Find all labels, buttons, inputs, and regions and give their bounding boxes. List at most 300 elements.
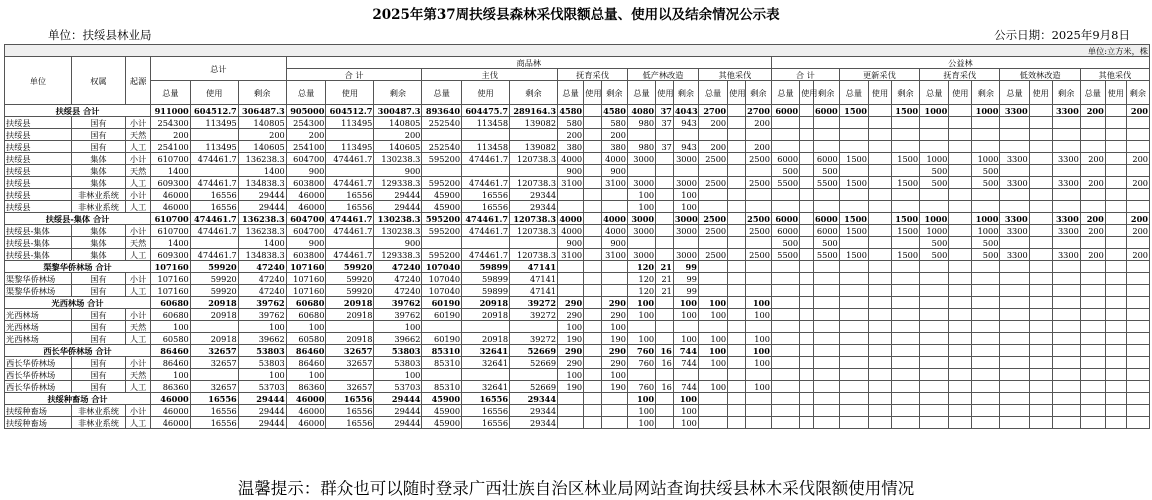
table-cell: 136238.3	[238, 153, 286, 165]
table-cell	[891, 165, 919, 177]
table-cell: 2700	[698, 105, 727, 117]
table-cell: 474461.7	[326, 213, 374, 225]
table-cell: 60680	[151, 297, 191, 309]
row-origin: 小计	[126, 357, 151, 369]
table-cell: 5500	[771, 249, 799, 261]
table-cell: 1400	[151, 165, 191, 177]
table-cell	[813, 141, 839, 153]
table-cell	[1052, 345, 1080, 357]
table-cell	[771, 201, 799, 213]
table-cell: 2500	[745, 177, 771, 189]
table-cell	[627, 237, 655, 249]
table-cell	[813, 405, 839, 417]
table-cell	[1029, 105, 1052, 117]
table-cell	[1126, 285, 1149, 297]
subheader-remain: 剩余	[1052, 81, 1080, 105]
table-cell: 3100	[558, 177, 584, 189]
table-cell: 39762	[374, 297, 422, 309]
table-cell: 130238.3	[374, 225, 422, 237]
table-cell	[771, 405, 799, 417]
table-cell: 200	[1080, 153, 1105, 165]
table-cell	[584, 285, 602, 297]
table-cell: 580	[558, 117, 584, 129]
table-cell: 3300	[1000, 105, 1029, 117]
table-cell: 86460	[151, 345, 191, 357]
row-origin: 人工	[126, 285, 151, 297]
table-cell	[1126, 141, 1149, 153]
table-cell: 100	[698, 345, 727, 357]
table-cell	[839, 297, 868, 309]
table-cell	[891, 285, 919, 297]
table-cell: 45900	[422, 417, 462, 429]
row-origin: 小计	[126, 309, 151, 321]
table-cell: 3300	[1052, 177, 1080, 189]
table-cell: 20918	[190, 309, 238, 321]
row-unit: 扶绥县-集体	[5, 225, 72, 237]
table-cell	[584, 369, 602, 381]
table-cell: 85310	[422, 357, 462, 369]
table-cell	[868, 201, 891, 213]
table-cell	[745, 321, 771, 333]
table-cell	[891, 345, 919, 357]
row-unit: 光西林场	[5, 321, 72, 333]
table-cell: 200	[1080, 213, 1105, 225]
table-cell: 254300	[286, 117, 326, 129]
table-cell	[949, 129, 972, 141]
table-cell	[949, 153, 972, 165]
table-cell	[800, 369, 814, 381]
table-cell	[728, 129, 746, 141]
table-cell	[1052, 273, 1080, 285]
table-cell	[745, 405, 771, 417]
table-cell: 107160	[151, 285, 191, 297]
table-cell: 59920	[326, 273, 374, 285]
table-cell	[920, 369, 949, 381]
table-cell	[1126, 393, 1149, 405]
table-cell	[584, 189, 602, 201]
table-cell	[972, 417, 1000, 429]
table-cell	[972, 201, 1000, 213]
table-cell	[920, 393, 949, 405]
table-cell: 4000	[558, 153, 584, 165]
table-cell: 1500	[839, 249, 868, 261]
table-cell: 113495	[190, 141, 238, 153]
table-cell	[728, 309, 746, 321]
table-cell	[1080, 369, 1105, 381]
table-cell	[1126, 369, 1149, 381]
table-cell	[1029, 309, 1052, 321]
header-tending: 抚育采伐	[558, 69, 628, 81]
row-unit: 扶绥县	[5, 129, 72, 141]
table-cell	[800, 117, 814, 129]
table-cell	[813, 321, 839, 333]
table-cell	[1000, 297, 1029, 309]
unit-label: 单位：扶绥县林业局	[48, 28, 152, 42]
table-cell: 16556	[462, 201, 510, 213]
table-cell: 29444	[374, 405, 422, 417]
table-cell	[1000, 393, 1029, 405]
table-row	[5, 285, 1150, 297]
table-cell	[601, 261, 627, 273]
table-cell	[972, 357, 1000, 369]
subheader-amount: 总量	[920, 81, 949, 105]
row-ownership: 国有	[71, 369, 125, 381]
table-cell: 47240	[238, 261, 286, 273]
table-cell	[891, 333, 919, 345]
row-unit: 扶绥县-集体	[5, 237, 72, 249]
table-cell: 52669	[510, 345, 558, 357]
table-cell	[728, 141, 746, 153]
subheader-used: 使用	[326, 81, 374, 105]
table-cell: 37	[656, 117, 674, 129]
header-public-subtotal: 合 计	[771, 69, 839, 81]
table-cell	[698, 321, 727, 333]
table-cell	[1105, 273, 1126, 285]
table-cell	[656, 393, 674, 405]
table-cell: 139082	[510, 141, 558, 153]
row-ownership: 集体	[71, 165, 125, 177]
table-cell	[800, 417, 814, 429]
header-commercial-subtotal: 合 计	[286, 69, 422, 81]
table-cell: 39762	[374, 309, 422, 321]
table-summary-row	[5, 261, 1150, 273]
table-cell	[745, 273, 771, 285]
table-cell	[813, 201, 839, 213]
row-origin: 人工	[126, 177, 151, 189]
table-cell	[868, 285, 891, 297]
table-cell: 5500	[813, 177, 839, 189]
table-cell	[1080, 201, 1105, 213]
table-cell: 120738.3	[510, 213, 558, 225]
table-cell: 1400	[238, 165, 286, 177]
table-cell	[656, 129, 674, 141]
table-cell: 760	[627, 345, 655, 357]
table-cell: 100	[601, 321, 627, 333]
table-cell	[698, 201, 727, 213]
row-origin: 天然	[126, 129, 151, 141]
row-origin: 人工	[126, 141, 151, 153]
table-cell	[1029, 321, 1052, 333]
table-cell	[1105, 381, 1126, 393]
table-cell: 3100	[558, 249, 584, 261]
table-cell	[1029, 261, 1052, 273]
table-cell	[813, 381, 839, 393]
table-cell: 46000	[151, 405, 191, 417]
table-cell	[745, 417, 771, 429]
table-cell	[800, 225, 814, 237]
table-cell	[728, 189, 746, 201]
row-unit: 扶绥种畜场	[5, 417, 72, 429]
table-cell	[800, 393, 814, 405]
header-main-cut: 主伐	[422, 69, 558, 81]
table-cell: 1000	[920, 225, 949, 237]
table-cell	[422, 369, 462, 381]
table-cell: 100	[745, 333, 771, 345]
table-cell	[698, 417, 727, 429]
table-cell: 100	[673, 333, 698, 345]
table-cell	[949, 117, 972, 129]
table-cell: 100	[627, 201, 655, 213]
table-cell: 6000	[814, 105, 838, 116]
table-cell	[868, 417, 891, 429]
table-cell	[462, 321, 510, 333]
table-cell: 100	[698, 309, 727, 321]
table-cell	[1126, 381, 1149, 393]
table-cell: 200	[1080, 177, 1105, 189]
row-origin: 小计	[126, 153, 151, 165]
table-cell	[949, 189, 972, 201]
table-cell: 290	[558, 345, 584, 357]
table-cell: 86460	[286, 357, 326, 369]
table-cell	[813, 285, 839, 297]
table-cell: 100	[558, 321, 584, 333]
table-cell	[891, 117, 919, 129]
table-cell: 1500	[891, 177, 919, 189]
row-ownership: 国有	[71, 273, 125, 285]
table-cell	[1029, 381, 1052, 393]
table-cell	[800, 285, 814, 297]
table-cell	[656, 369, 674, 381]
table-cell	[656, 201, 674, 213]
table-cell: 107160	[151, 261, 191, 273]
table-cell: 20918	[462, 309, 510, 321]
table-cell: 900	[558, 165, 584, 177]
table-cell	[771, 297, 799, 309]
table-cell	[584, 153, 602, 165]
table-cell: 100	[673, 309, 698, 321]
table-cell: 290	[601, 345, 627, 357]
table-cell	[868, 105, 891, 117]
table-cell: 60680	[286, 309, 326, 321]
table-cell	[920, 297, 949, 309]
table-cell	[1029, 285, 1052, 297]
row-ownership: 国有	[71, 357, 125, 369]
page-title: 2025年第37周扶绥县森林采伐限额总量、使用以及结余情况公示表	[372, 7, 780, 23]
table-cell	[949, 393, 972, 405]
table-cell	[920, 201, 949, 213]
table-cell	[656, 417, 674, 429]
table-cell	[771, 333, 799, 345]
table-cell: 107040	[422, 285, 462, 297]
table-row	[5, 153, 1150, 165]
table-cell	[972, 381, 1000, 393]
table-cell: 1500	[891, 105, 919, 117]
table-cell: 4000	[601, 225, 627, 237]
table-cell	[698, 237, 727, 249]
row-ownership: 集体	[71, 249, 125, 261]
table-cell: 1000	[920, 105, 949, 117]
table-cell	[656, 249, 674, 261]
table-cell: 100	[374, 321, 422, 333]
table-cell: 474461.7	[190, 213, 238, 225]
table-cell: 32657	[326, 345, 374, 357]
table-cell: 113495	[190, 117, 238, 129]
table-cell: 100	[627, 417, 655, 429]
table-cell	[1000, 189, 1029, 201]
table-cell: 3300	[1000, 213, 1029, 225]
table-cell: 29344	[510, 393, 558, 405]
table-cell	[462, 369, 510, 381]
table-cell	[1029, 249, 1052, 261]
table-cell: 107040	[422, 261, 462, 273]
table-cell	[868, 345, 891, 357]
table-cell: 900	[601, 237, 627, 249]
table-cell: 1500	[891, 249, 919, 261]
table-cell	[1080, 309, 1105, 321]
table-cell: 900	[286, 237, 326, 249]
table-cell: 474461.7	[190, 177, 238, 189]
table-cell	[868, 309, 891, 321]
table-cell	[1080, 405, 1105, 417]
table-cell	[627, 165, 655, 177]
table-cell: 60580	[151, 333, 191, 345]
table-cell: 760	[627, 381, 655, 393]
table-cell	[656, 213, 674, 225]
table-cell	[1052, 333, 1080, 345]
table-cell: 1500	[839, 177, 868, 189]
table-cell	[949, 237, 972, 249]
table-cell: 5500	[813, 249, 839, 261]
table-cell: 474461.7	[326, 225, 374, 237]
table-cell	[1080, 381, 1105, 393]
table-cell: 500	[813, 165, 839, 177]
table-cell: 474461.7	[190, 225, 238, 237]
table-cell	[728, 345, 746, 357]
table-cell	[422, 165, 462, 177]
row-origin: 人工	[126, 201, 151, 213]
table-cell	[1126, 261, 1149, 273]
table-cell	[1126, 333, 1149, 345]
table-cell: 290	[601, 297, 627, 309]
table-cell	[771, 285, 799, 297]
table-cell	[584, 129, 602, 141]
table-cell: 99	[673, 285, 698, 297]
table-cell: 32657	[190, 381, 238, 393]
table-row	[5, 201, 1150, 213]
table-cell	[601, 273, 627, 285]
table-cell	[728, 165, 746, 177]
table-cell: 500	[972, 237, 1000, 249]
table-cell: 3300	[1000, 249, 1029, 261]
table-cell	[1080, 333, 1105, 345]
table-cell	[1080, 297, 1105, 309]
table-cell: 3300	[1000, 177, 1029, 189]
table-cell	[839, 165, 868, 177]
table-cell	[422, 237, 462, 249]
table-cell: 252540	[422, 141, 462, 153]
table-cell: 39272	[510, 297, 558, 309]
table-cell	[656, 297, 674, 309]
table-cell	[800, 141, 814, 153]
row-ownership: 非林业系统	[71, 201, 125, 213]
table-cell	[771, 393, 799, 405]
table-cell: 100	[627, 297, 655, 309]
table-cell	[813, 261, 839, 273]
table-cell: 474461.7	[462, 225, 510, 237]
table-cell	[972, 117, 1000, 129]
table-cell	[949, 417, 972, 429]
table-cell	[1029, 405, 1052, 417]
table-cell	[558, 405, 584, 417]
table-cell	[972, 321, 1000, 333]
table-cell: 604512.7	[326, 105, 374, 117]
table-cell: 610700	[151, 225, 191, 237]
table-cell: 200	[601, 129, 627, 141]
table-cell: 85310	[422, 381, 462, 393]
table-cell	[800, 273, 814, 285]
table-cell	[558, 201, 584, 213]
table-cell: 4580	[603, 105, 626, 116]
table-cell	[1080, 237, 1105, 249]
table-cell: 3000	[673, 177, 698, 189]
table-cell: 39662	[374, 333, 422, 345]
table-cell: 20918	[462, 297, 510, 309]
table-cell	[1000, 309, 1029, 321]
table-cell	[771, 129, 799, 141]
table-cell	[558, 417, 584, 429]
subheader-amount: 总量	[1080, 81, 1105, 105]
table-cell	[601, 201, 627, 213]
table-cell: 100	[698, 381, 727, 393]
table-cell	[698, 393, 727, 405]
table-cell: 100	[698, 357, 727, 369]
table-cell	[656, 237, 674, 249]
table-cell	[728, 249, 746, 261]
subheader-amount: 总量	[698, 81, 727, 105]
table-summary-row	[5, 105, 1150, 117]
table-cell	[891, 129, 919, 141]
table-cell: 200	[1126, 153, 1149, 165]
table-cell	[190, 369, 238, 381]
table-cell	[891, 369, 919, 381]
table-cell: 2500	[698, 249, 727, 261]
table-cell: 39762	[238, 297, 286, 309]
table-cell: 500	[920, 177, 949, 189]
subheader-used: 使用	[656, 81, 674, 105]
table-cell	[558, 273, 584, 285]
table-cell: 1500	[839, 225, 868, 237]
table-cell	[839, 357, 868, 369]
table-cell	[1126, 165, 1149, 177]
table-cell	[1029, 213, 1052, 225]
table-cell: 29444	[374, 201, 422, 213]
table-cell: 254100	[151, 141, 191, 153]
table-cell	[462, 129, 510, 141]
table-cell: 134838.3	[238, 249, 286, 261]
table-cell	[698, 189, 727, 201]
table-cell: 190	[601, 333, 627, 345]
table-cell: 130238.3	[374, 213, 422, 225]
table-cell	[558, 285, 584, 297]
table-cell: 200	[698, 117, 727, 129]
header-renewal: 更新采伐	[839, 69, 919, 81]
row-origin: 天然	[126, 237, 151, 249]
table-cell	[813, 129, 839, 141]
table-cell: 100	[745, 381, 771, 393]
table-cell: 254100	[286, 141, 326, 153]
table-cell: 4000	[603, 213, 626, 224]
table-cell	[1105, 297, 1126, 309]
table-cell: 3300	[1000, 225, 1029, 237]
row-unit: 光西林场	[5, 309, 72, 321]
table-cell: 609300	[151, 249, 191, 261]
table-row	[5, 165, 1150, 177]
table-cell	[584, 249, 602, 261]
table-cell: 21	[656, 273, 674, 285]
table-cell	[1105, 117, 1126, 129]
table-cell	[1052, 261, 1080, 273]
table-cell: 100	[673, 189, 698, 201]
